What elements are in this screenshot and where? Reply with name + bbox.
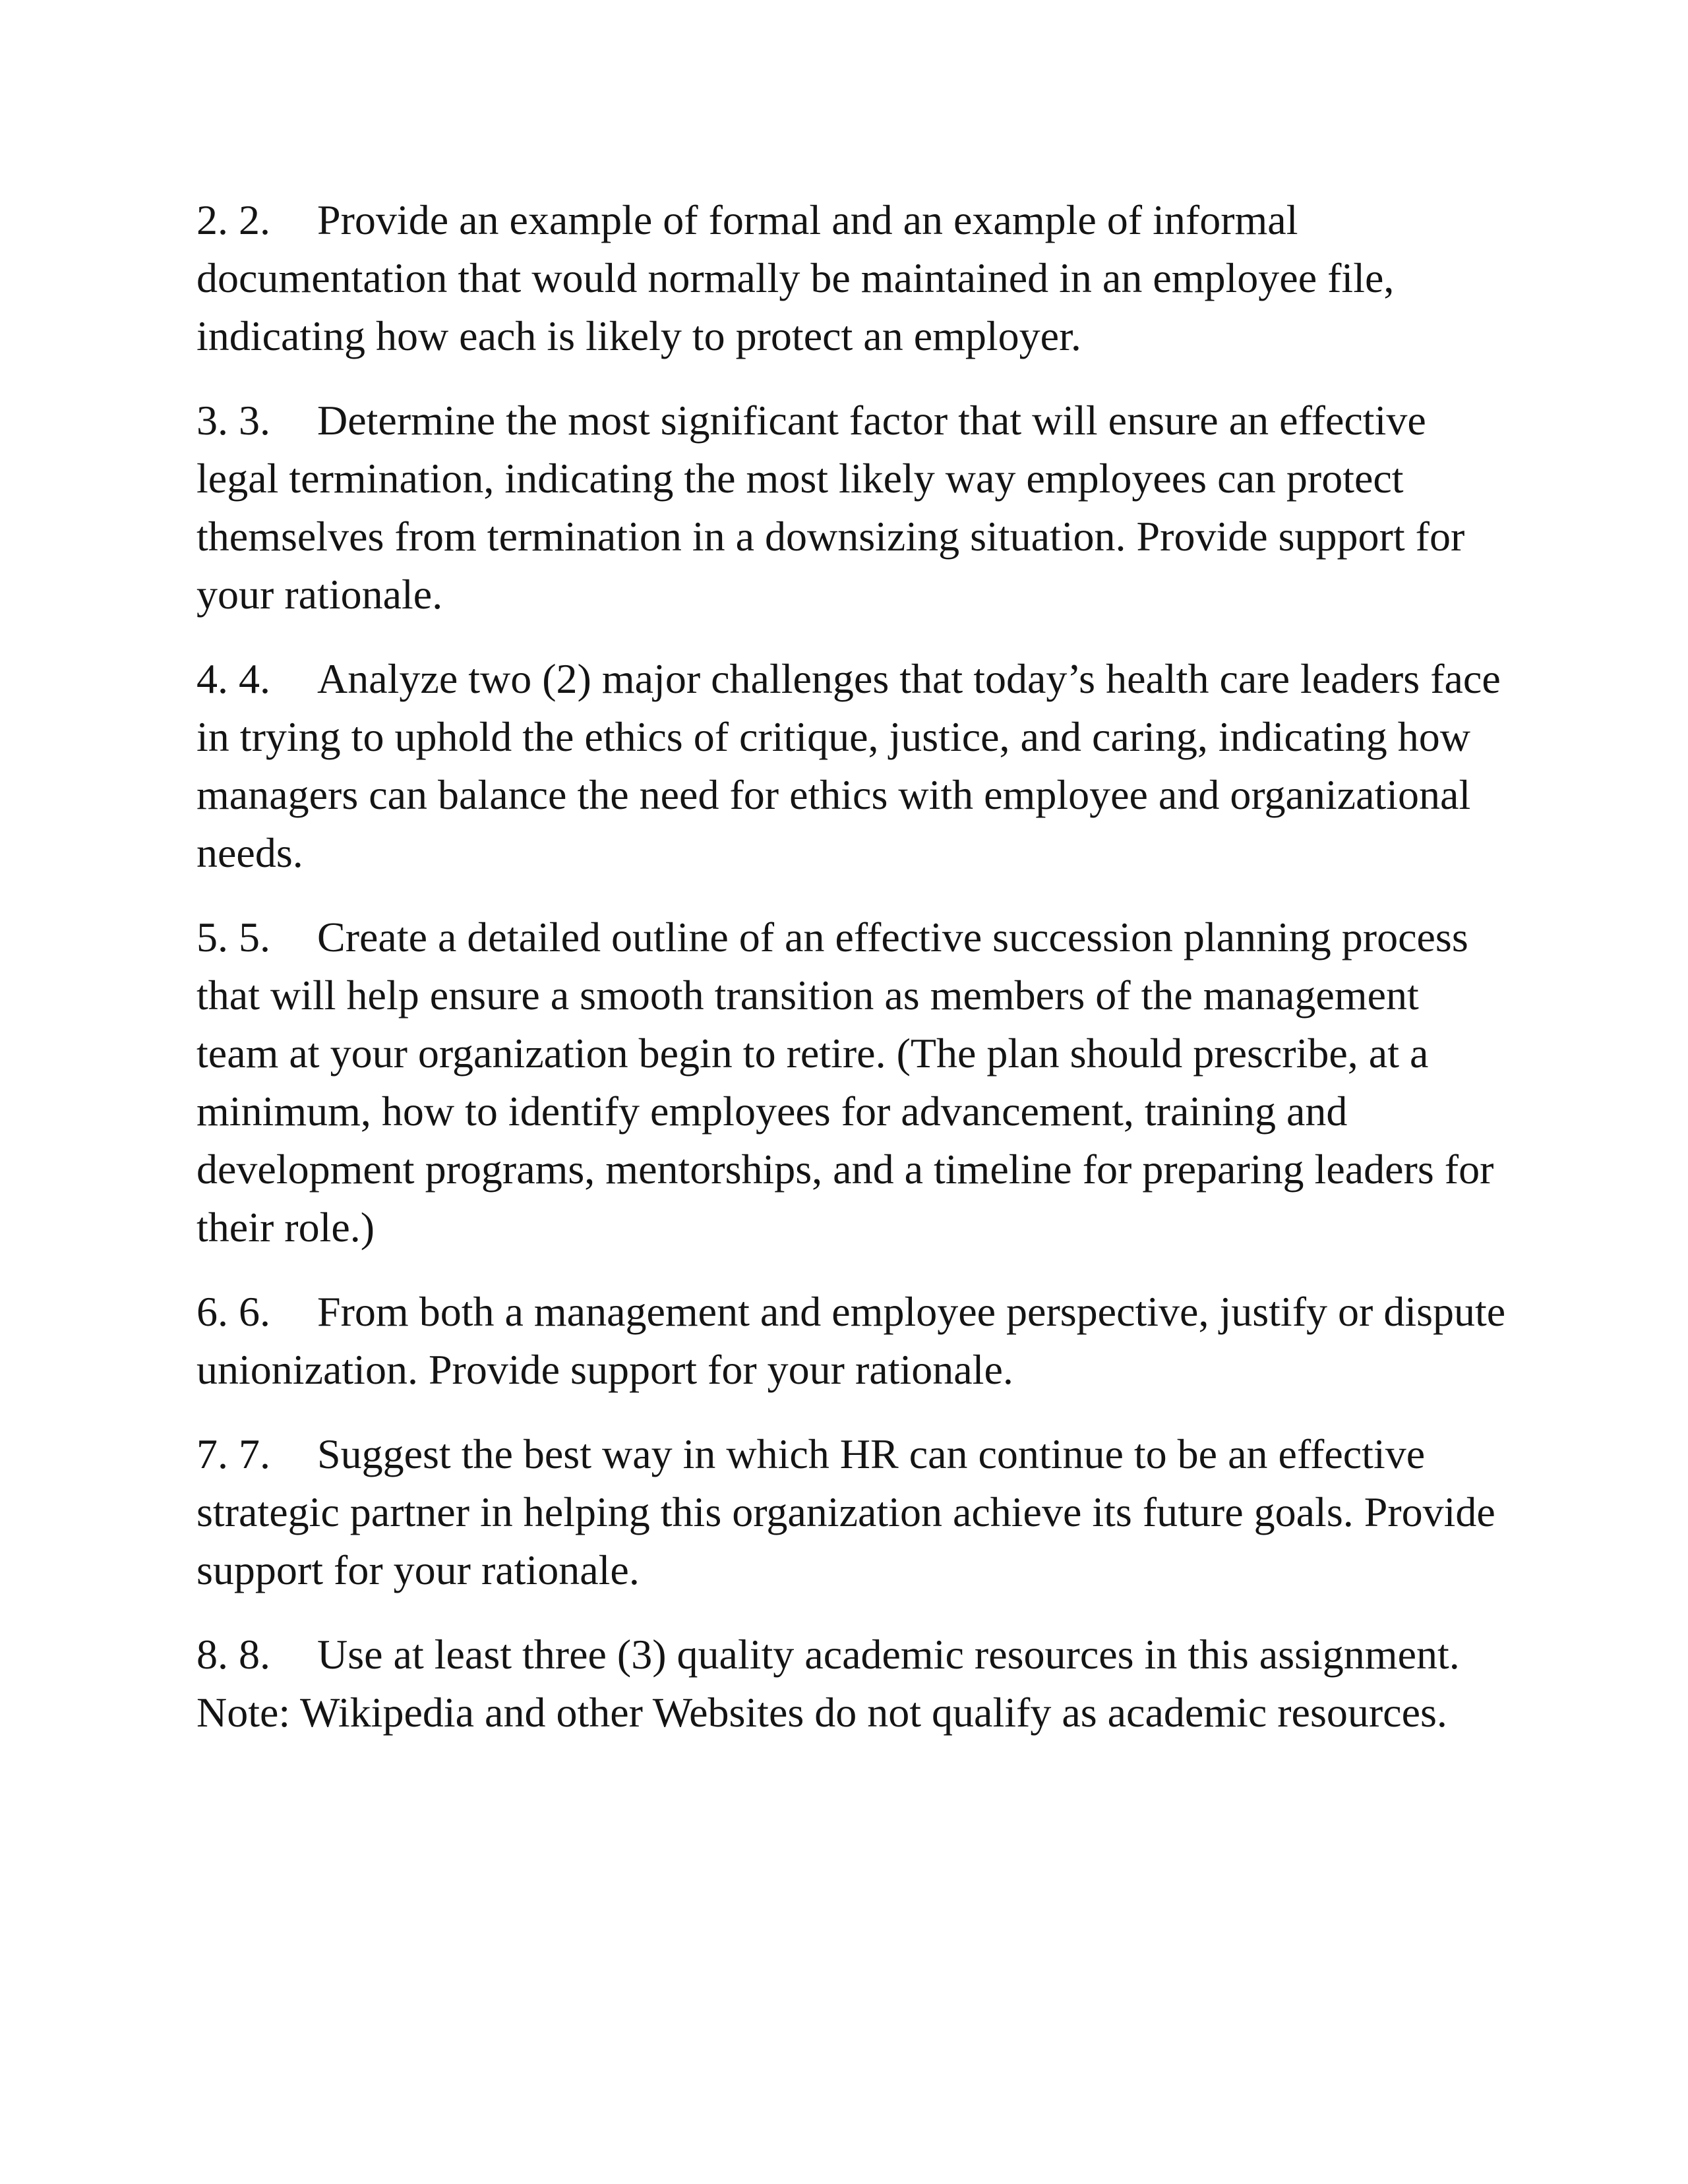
- question-text: From both a management and employee perspective, justify or dispute unionization. Provide support for your rationale.: [196, 1288, 1506, 1393]
- question-item-7: [196, 1425, 1509, 1599]
- question-item-6: [196, 1283, 1509, 1399]
- question-number: 6. 6.: [196, 1288, 270, 1335]
- question-item-2: [196, 191, 1509, 365]
- question-number: 2. 2.: [196, 196, 270, 243]
- question-number: 5. 5.: [196, 914, 270, 960]
- question-text: Analyze two (2) major challenges that today’s health care leaders face in trying to uphold the ethics of critique, justice, and caring, indicating how managers can balance the need for ethics with employee and organizational needs.: [196, 655, 1501, 876]
- question-number: 4. 4.: [196, 655, 270, 702]
- question-number: 8. 8.: [196, 1631, 270, 1678]
- question-text: Determine the most significant factor that will ensure an effective legal termination, indicating the most likely way employees can protect themselves from termination in a downsizing situation. Provide support for your rationale.: [196, 397, 1465, 618]
- question-item-8: [196, 1626, 1509, 1742]
- question-text: Suggest the best way in which HR can continue to be an effective strategic partner in helping this organization achieve its future goals. Provide support for your rationale.: [196, 1431, 1495, 1593]
- question-number: 7. 7.: [196, 1431, 270, 1477]
- question-item-3: [196, 392, 1509, 624]
- question-list: [196, 191, 1509, 1768]
- question-text: Create a detailed outline of an effective succession planning process that will help ensure a smooth transition as members of the management team at your organization begin to retire. (The plan should prescribe, at a minimum, how to identify employees for advancement, training and development programs, mentorships, and a timeline for preparing leaders for their role.): [196, 914, 1494, 1251]
- question-item-5: [196, 908, 1509, 1256]
- question-text: Provide an example of formal and an example of informal documentation that would normally be maintained in an employee file, indicating how each is likely to protect an employer.: [196, 196, 1395, 359]
- question-number: 3. 3.: [196, 397, 270, 444]
- question-text: Use at least three (3) quality academic resources in this assignment. Note: Wikipedia and other Websites do not qualify as academic resources.: [196, 1631, 1460, 1736]
- question-item-4: [196, 650, 1509, 882]
